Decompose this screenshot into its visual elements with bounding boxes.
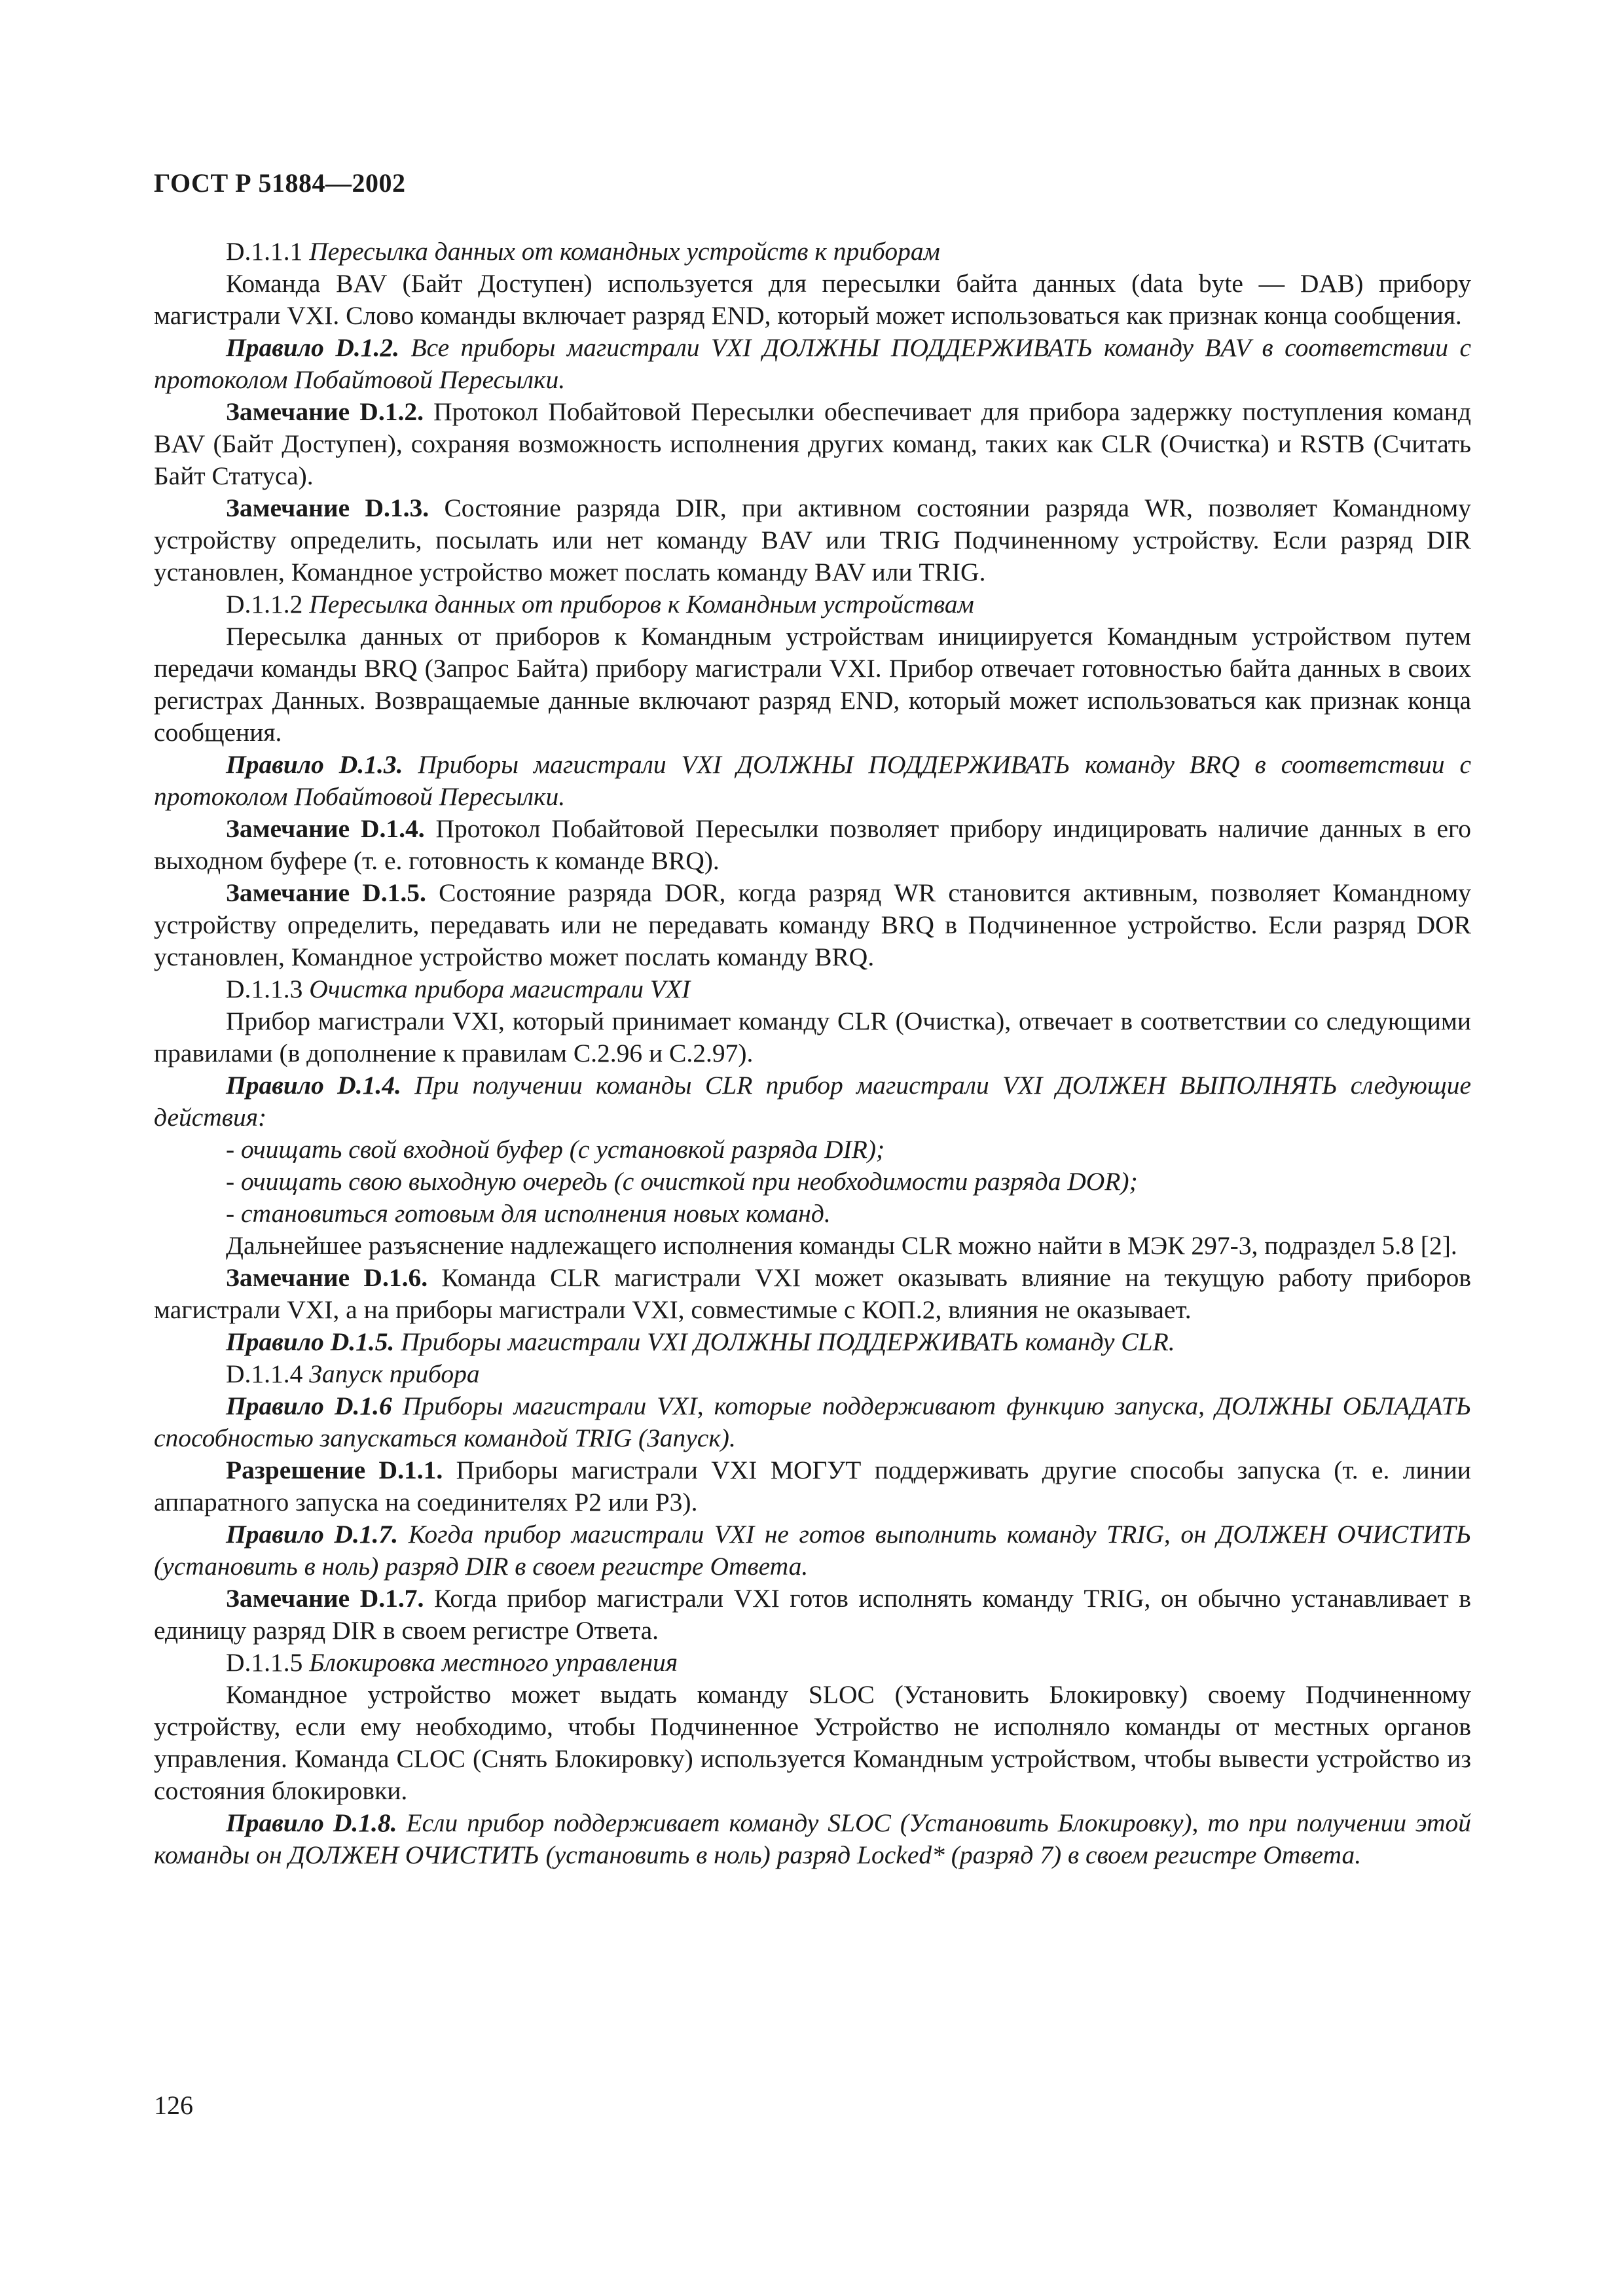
list-item: - очищать свой входной буфер (с установкой разряда DIR); <box>226 1135 885 1164</box>
body-paragraph: Пересылка данных от приборов к Командным устройствам инициируется Командным устройством путем передачи команды BRQ (Запрос Байта) прибору магистрали VXI. Прибор отвечает готовностью байта данных в своих регистрах Данных. Возвращаемые данные включают разряд END, который может использоваться как признак конца сообщения. <box>154 622 1471 747</box>
permission-paragraph: Разрешение D.1.1. Приборы магистрали VXI МОГУТ поддерживать другие способы запуска (т. е. линии аппаратного запуска на соединителях P2 или P3). <box>154 1456 1472 1516</box>
page-number: 126 <box>154 2090 193 2120</box>
body-paragraph: Командное устройство может выдать команду SLOC (Установить Блокировку) своему Подчиненному устройству, если ему необходимо, чтобы Подчиненное Устройство не исполняло команды от местных органов управления. Команда CLOC (Снять Блокировку) используется Командным устройством, чтобы вывести устройство из состояния блокировки. <box>154 1680 1471 1805</box>
list-item: - становиться готовым для исполнения новых команд. <box>226 1199 831 1228</box>
note-paragraph: Замечание D.1.3. Состояние разряда DIR, при активном состоянии разряда WR, позволяет Командному устройству определить, посылать или нет команду BAV или TRIG Подчиненному устройству. Если разряд DIR установлен, Командное устройство может послать команду BAV или TRIG. <box>154 493 1472 586</box>
document-body <box>154 236 1471 1871</box>
section-heading: D.1.1.2 Пересылка данных от приборов к Командным устройствам <box>226 590 974 619</box>
rule-paragraph: Правило D.1.5. Приборы магистрали VXI ДОЛЖНЫ ПОДДЕРЖИВАТЬ команду CLR. <box>226 1327 1175 1356</box>
document-header: ГОСТ Р 51884—2002 <box>154 168 406 198</box>
rule-paragraph: Правило D.1.2. Все приборы магистрали VXI ДОЛЖНЫ ПОДДЕРЖИВАТЬ команду BAV в соответствии с протоколом Побайтовой Пересылки. <box>154 333 1472 394</box>
rule-paragraph: Правило D.1.3. Приборы магистрали VXI ДОЛЖНЫ ПОДДЕРЖИВАТЬ команду BRQ в соответствии с протоколом Побайтовой Пересылки. <box>154 750 1472 811</box>
note-paragraph: Замечание D.1.4. Протокол Побайтовой Пересылки позволяет прибору индицировать наличие данных в его выходном буфере (т. е. готовность к команде BRQ). <box>154 814 1471 875</box>
rule-paragraph: Правило D.1.6 Приборы магистрали VXI, которые поддерживают функцию запуска, ДОЛЖНЫ ОБЛАДАТЬ способностью запускаться командой TRIG (Запуск). <box>154 1391 1472 1452</box>
rule-paragraph: Правило D.1.8. Если прибор поддерживает команду SLOC (Установить Блокировку), то при получении этой команды он ДОЛЖЕН ОЧИСТИТЬ (установить в ноль) разряд Locked* (разряд 7) в своем регистре Ответа. <box>154 1808 1471 1869</box>
note-paragraph: Замечание D.1.7. Когда прибор магистрали VXI готов исполнять команду TRIG, он обычно устанавливает в единицу разряд DIR в своем регистре Ответа. <box>154 1584 1471 1645</box>
note-paragraph: Замечание D.1.6. Команда CLR магистрали VXI может оказывать влияние на текущую работу приборов магистрали VXI, а на приборы магистрали VXI, совместимые с КОП.2, влияния не оказывает. <box>154 1263 1471 1324</box>
section-heading: D.1.1.3 Очистка прибора магистрали VXI <box>226 975 691 1003</box>
list-item: - очищать свою выходную очередь (с очисткой при необходимости разряда DOR); <box>226 1167 1138 1196</box>
rule-paragraph: Правило D.1.4. При получении команды CLR прибор магистрали VXI ДОЛЖЕН ВЫПОЛНЯТЬ следующие действия: <box>154 1071 1472 1132</box>
body-paragraph: Прибор магистрали VXI, который принимает команду CLR (Очистка), отвечает в соответствии со следующими правилами (в дополнение к правилам С.2.96 и С.2.97). <box>154 1007 1471 1067</box>
rule-paragraph: Правило D.1.7. Когда прибор магистрали VXI не готов выполнить команду TRIG, он ДОЛЖЕН ОЧИСТИТЬ (установить в ноль) разряд DIR в своем регистре Ответа. <box>154 1520 1472 1581</box>
note-paragraph: Замечание D.1.2. Протокол Побайтовой Пересылки обеспечивает для прибора задержку поступления команд BAV (Байт Доступен), сохраняя возможность исполнения других команд, таких как CLR (Очистка) и RSTB (Считать Байт Статуса). <box>154 397 1472 490</box>
body-paragraph: Дальнейшее разъяснение надлежащего исполнения команды CLR можно найти в МЭК 297-3, подраздел 5.8 [2]. <box>226 1231 1457 1260</box>
body-paragraph: Команда BAV (Байт Доступен) используется для пересылки байта данных (data byte — DAB) прибору магистрали VXI. Слово команды включает разряд END, который может использоваться как признак конца сообщения. <box>154 269 1471 330</box>
section-heading: D.1.1.4 Запуск прибора <box>226 1359 480 1388</box>
section-heading: D.1.1.1 Пересылка данных от командных устройств к приборам <box>226 237 940 266</box>
note-paragraph: Замечание D.1.5. Состояние разряда DOR, когда разряд WR становится активным, позволяет Командному устройству определить, передавать или не передавать команду BRQ в Подчиненное устройство. Если разряд DOR установлен, Командное устройство может послать команду BRQ. <box>154 878 1472 971</box>
section-heading: D.1.1.5 Блокировка местного управления <box>226 1648 678 1677</box>
